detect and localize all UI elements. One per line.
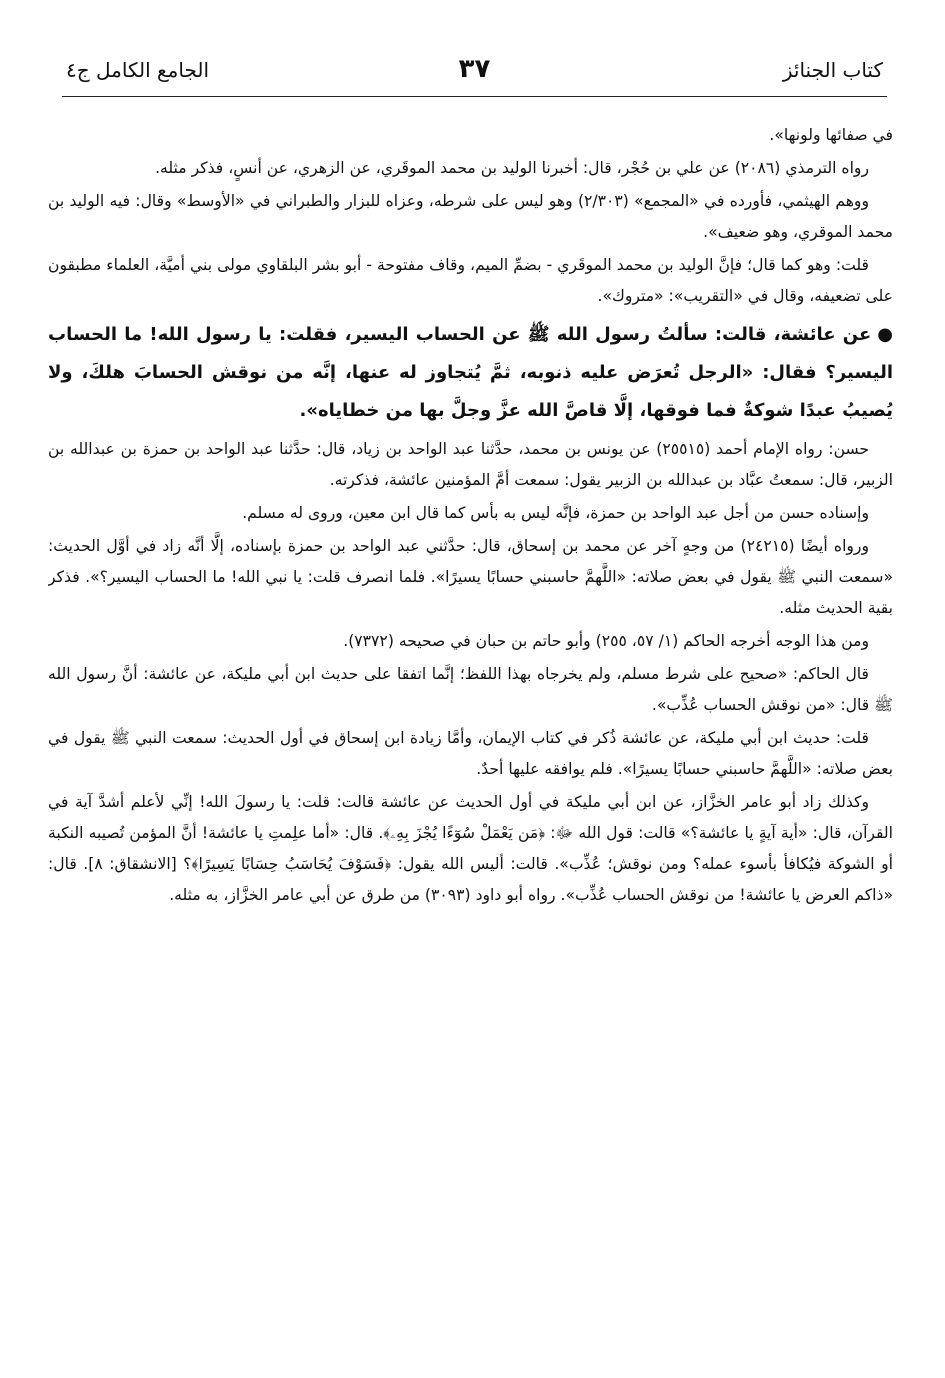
header-book-title: الجامع الكامل ج٤: [66, 58, 210, 82]
paragraph-tirmidhi: رواه الترمذي (٢٠٨٦) عن علي بن حُجْر، قال: أخبرنا الوليد بن محمد الموقَري، عن الزهري، عن أنسٍ، فذكر مثله.: [155, 159, 869, 177]
hadith-text: [48, 316, 893, 430]
bullet-icon: ●: [877, 324, 893, 345]
paragraph-grading: حسن: رواه الإمام أحمد (٢٥٥١٥) عن يونس بن محمد، حدَّثنا عبد الواحد بن زياد، قال: حدَّثنا عبد الواحد بن حمزة بن عبدالله بن الزبير، قال: سمعتُ عبَّاد بن عبدالله بن الزبير يقول: سمعت أمَّ المؤمنين عائشة، فذكرته.: [48, 440, 893, 489]
hadith-body: عن عائشة، قالت: سألتُ رسول الله ﷺ عن الحساب اليسير، فقلت: يا رسول الله! ما الحساب اليسير؟ فقال: «الرجل تُعرَض عليه ذنوبه، ثمَّ يُتجاوز له عنها، إنَّه من نوقش الحسابَ هلكَ، ولا يُصيبُ عبدًا شوكةٌ فما فوقها، إلَّا قاصَّ الله عزَّ وجلَّ بها من خطاياه».: [48, 324, 893, 421]
paragraph-isnad: وإسناده حسن من أجل عبد الواحد بن حمزة، فإنَّه ليس به بأس كما قال ابن معين، وروى له مسلم.: [242, 504, 869, 522]
paragraph-hakim-quote: قال الحاكم: «صحيح على شرط مسلم، ولم يخرجاه بهذا اللفظ؛ إنَّما اتفقا على حديث ابن أبي مليكة، عن عائشة: أنَّ رسول الله ﷺ قال: «من نوقش الحساب عُذِّب».: [48, 665, 893, 714]
paragraph-continuation: في صفائها ولونها».: [769, 126, 893, 144]
paragraph-abu-amir: وكذلك زاد أبو عامر الخزَّاز، عن ابن أبي مليكة في أول الحديث عن عائشة قالت: قلت: يا رسولَ الله! إنِّي لأعلم أشدَّ آية في القرآن، قال: «أية آيةٍ يا عائشة؟» قالت: قول الله ﷻ: ﴿مَن يَعْمَلْ سُوٓءًا يُجْزَ بِهِۦ﴾. قال: «أما علِمتِ يا عائشة! أنَّ المؤمن تُصيبه النكبة أو الشوكة فيُكافأ بأسوء عمله؟ ومن نوقش؛ عُذِّب». قالت: أليس الله يقول: ﴿فَسَوْفَ يُحَاسَبُ حِسَابًا يَسِيرًا﴾؟ [الانشقاق: ٨]. قال: «ذاكم العرض يا عائشة! من نوقش الحساب عُذِّب». رواه أبو داود (٣٠٩٣) من طرق عن أبي عامر الخزَّاز، به مثله.: [48, 793, 893, 904]
page-body: [48, 120, 893, 1348]
header-divider: [62, 96, 887, 97]
page-number: ٣٧: [458, 54, 491, 84]
page-header: [66, 54, 883, 90]
paragraph-waleed: قلت: وهو كما قال؛ فإنَّ الوليد بن محمد الموقَري - بضمِّ الميم، وقاف مفتوحة - أبو بشر البلقاوي مولى بني أميَّة، العلماء مطبقون على تضعيفه، وقال في «التقريب»: «متروك».: [48, 256, 893, 305]
paragraph-commentary: قلت: حديث ابن أبي مليكة، عن عائشة ذُكر في كتاب الإيمان، وأمَّا زيادة ابن إسحاق في أول الحديث: سمعت النبي ﷺ يقول في بعض صلاته: «اللَّهمَّ حاسبني حسابًا يسيرًا». فلم يوافقه عليها أحدٌ.: [48, 729, 893, 778]
paragraph-ibn-ishaq: ورواه أيضًا (٢٤٢١٥) من وجهٍ آخر عن محمد بن إسحاق، قال: حدَّثني عبد الواحد بن حمزة بإسناده، إلَّا أنَّه زاد في أوَّل الحديث: «سمعت النبي ﷺ يقول في بعض صلاته: «اللَّهمَّ حاسبني حسابًا يسيرًا». فلما انصرف قلت: يا نبي الله! ما الحساب اليسير؟». فذكر بقية الحديث مثله.: [48, 537, 893, 617]
paragraph-hakim: ومن هذا الوجه أخرجه الحاكم (١/ ٥٧، ٢٥٥) وأبو حاتم بن حبان في صحيحه (٧٣٧٢).: [343, 632, 869, 650]
paragraph-haythami: ووهم الهيثمي، فأورده في «المجمع» (٢/٣٠٣) وهو ليس على شرطه، وعزاه للبزار والطبراني في «الأوسط» وقال: فيه الوليد بن محمد الموقري، وهو ضعيف».: [48, 192, 893, 241]
header-chapter-title: كتاب الجنائز: [782, 58, 883, 82]
